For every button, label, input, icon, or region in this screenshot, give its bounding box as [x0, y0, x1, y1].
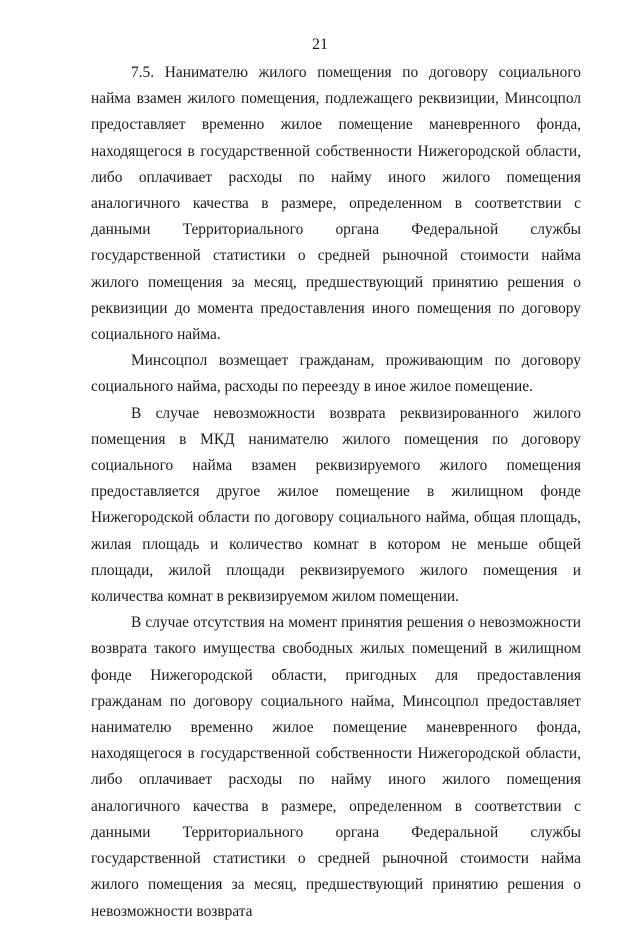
- paragraph-return-impossible: В случае невозможности возврата реквизированного жилого помещения в МКД нанимателю жилого помещения по договору социального найма взамен реквизируемого жилого помещения предоставляется другое жилое помещение в жилищном фонде Нижегородской области по договору социального найма, общая площадь, жилая площадь и количество комнат в котором не меньше общей площади, жилой площади реквизируемого жилого помещения и количества комнат в реквизируемом жилом помещении.: [91, 404, 581, 606]
- document-body: [91, 60, 581, 925]
- page-number: 21: [312, 36, 328, 53]
- paragraph-no-vacant-housing: В случае отсутствия на момент принятия решения о невозможности возврата такого имущества свободных жилых помещений в жилищном фонде Нижегородской области, пригодных для предоставления гражданам по договору социального найма, Минсоцпол предоставляет нанимателю временно жилое помещение маневренного фонда, находящегося в государственной собственности Нижегородской области, либо оплачивает расходы по найму иного жилого помещения аналогичного качества в размере, определенном в соответствии с данными Территориального органа Федеральной службы государственной статистики о средней рыночной стоимости найма жилого помещения за месяц, предшествующий принятию решения о невозможности возврата: [91, 614, 581, 920]
- paragraph-relocation-costs: Минсоцпол возмещает гражданам, проживающим по договору социального найма, расходы по переезду в иное жилое помещение.: [91, 352, 581, 396]
- paragraph-7-5: 7.5. Нанимателю жилого помещения по договору социального найма взамен жилого помещения, подлежащего реквизиции, Минсоцпол предоставляет временно жилое помещение маневренного фонда, находящегося в государственной собственности Нижегородской области, либо оплачивает расходы по найму иного жилого помещения аналогичного качества в размере, определенном в соответствии с данными Территориального органа Федеральной службы государственной статистики о средней рыночной стоимости найма жилого помещения за месяц, предшествующий принятию решения о реквизиции до момента предоставления иного помещения по договору социального найма.: [91, 64, 581, 344]
